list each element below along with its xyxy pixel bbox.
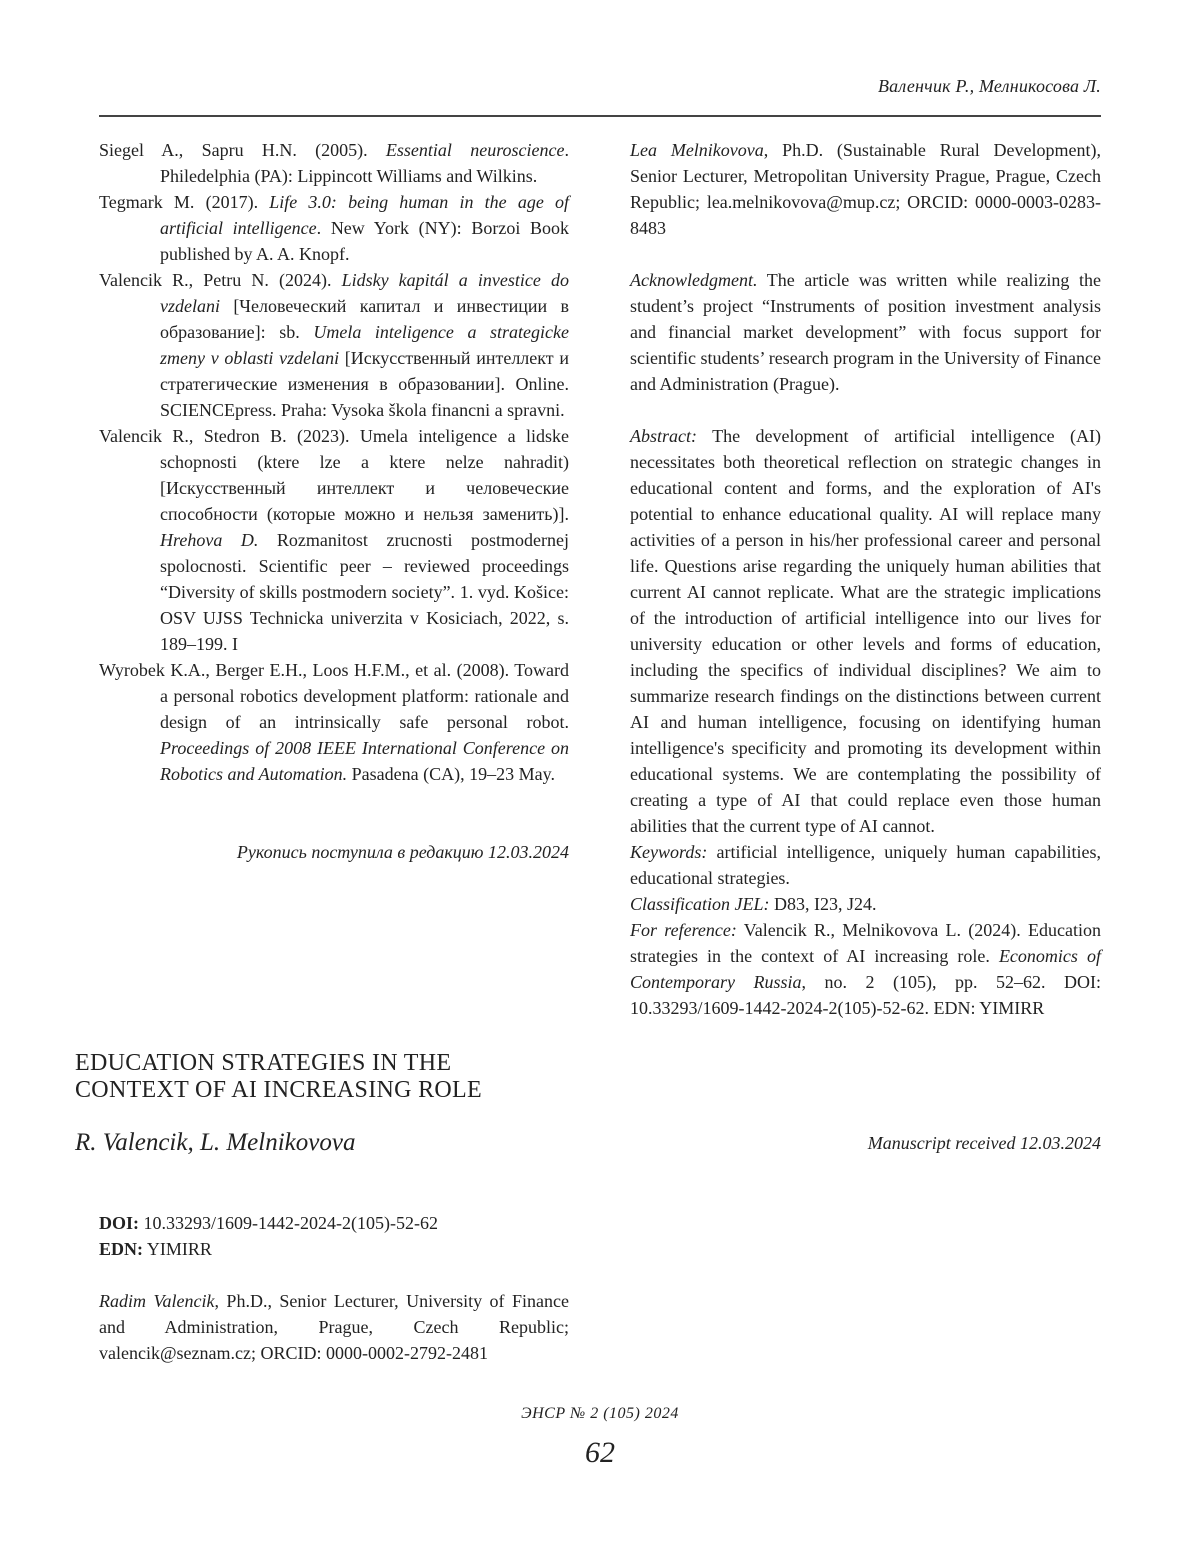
abstract: Abstract: The development of artificial intelligence (AI) necessitates both theoretical reflection on strategic changes in educational content and forms, and the exploration of AI's potential to enhance educational quality. AI will replace many activities of a person in his/her professional career and personal life. Questions arise regarding the uniquely human abilities that current AI cannot replicate. What are the strategic implications of the introduction of artificial intelligence into our lives for university education or other levels and forms of education, including the specifics of individual disciplines? We aim to summarize research findings on the distinctions between current AI and human intelligence, focusing on identifying human intelligence's specificity and promoting its development within educational systems. We are contemplating the possibility of creating a type of AI that could replace even those human abilities that the current type of AI cannot. bbox=[630, 423, 1101, 839]
reference-item: Valencik R., Petru N. (2024). Lidsky kapitál a investice do vzdelani [Человеческий капитал и инвестиции в образование]: sb. Umela inteligence a strategicke zmeny v oblasti vzdelani [Искусственный интеллект и стратегические изменения в образовании]. Online. SCIENCEpress. Praha: Vysoka škola financni a spravni. bbox=[99, 267, 569, 423]
author2-info: Lea Melnikovova, Ph.D. (Sustainable Rural Development), Senior Lecturer, Metropolitan University Prague, Prague, Czech Republic; lea.melnikovova@mup.cz; ORCID: 0000-0003-0283-8483 bbox=[630, 137, 1101, 241]
page-number: 62 bbox=[0, 1436, 1200, 1470]
jel-classification: Classification JEL: D83, I23, J24. bbox=[630, 891, 1101, 917]
edn-line: EDN: YIMIRR bbox=[99, 1236, 569, 1262]
reference-item: Valencik R., Stedron B. (2023). Umela inteligence a lidske schopnosti (ktere lze a ktere nelze nahradit) [Искусственный интеллект и человеческие способности (которые можно и нельзя заменить)]. Hrehova D. Rozmanitost zrucnosti postmodernej spolocnosti. Scientific peer – reviewed proceedings “Diversity of skills postmodern society”. 1. vyd. Košice: OSV UJSS Technicka univerzita v Kosiciach, 2022, s. 189–199. I bbox=[99, 423, 569, 657]
manuscript-received-ru: Рукопись поступила в редакцию 12.03.2024 bbox=[99, 839, 569, 865]
article-title bbox=[75, 1050, 595, 1104]
references-column bbox=[99, 137, 569, 865]
citation-reference: For reference: Valencik R., Melnikovova L. (2024). Education strategies in the context of AI increasing role. Economics of Contemporary Russia, no. 2 (105), pp. 52–62. DOI: 10.33293/1609-1442-2024-2(105)-52-62. EDN: YIMIRR bbox=[630, 917, 1101, 1021]
acknowledgment: Acknowledgment. The article was written while realizing the student’s project “Instruments of position investment analysis and financial market development” with focus support for scientific students’ research program in the University of Finance and Administration (Prague). bbox=[630, 267, 1101, 397]
author1-info: Radim Valencik, Ph.D., Senior Lecturer, University of Finance and Administration, Prague, Czech Republic; valencik@seznam.cz; ORCID: 0000-0002-2792-2481 bbox=[99, 1288, 569, 1366]
doi-line: DOI: 10.33293/1609-1442-2024-2(105)-52-62 bbox=[99, 1210, 569, 1236]
running-head: Валенчик Р., Мелникосова Л. bbox=[878, 76, 1101, 97]
identifiers bbox=[99, 1210, 569, 1262]
keywords: Keywords: artificial intelligence, uniquely human capabilities, educational strategies. bbox=[630, 839, 1101, 891]
article-title-line: EDUCATION STRATEGIES IN THE bbox=[75, 1050, 595, 1077]
article-title-line: CONTEXT OF AI INCREASING ROLE bbox=[75, 1077, 595, 1104]
article-info-column bbox=[630, 137, 1101, 1021]
footer-journal: ЭНСР № 2 (105) 2024 bbox=[0, 1405, 1200, 1423]
manuscript-received-en: Manuscript received 12.03.2024 bbox=[868, 1133, 1101, 1154]
reference-item: Wyrobek K.A., Berger E.H., Loos H.F.M., et al. (2008). Toward a personal robotics development platform: rationale and design of an intrinsically safe personal robot. Proceedings of 2008 IEEE International Conference on Robotics and Automation. Pasadena (CA), 19–23 May. bbox=[99, 657, 569, 787]
header-rule bbox=[99, 115, 1101, 117]
reference-item: Siegel A., Sapru H.N. (2005). Essential neuroscience. Philedelphia (PA): Lippincott Williams and Wilkins. bbox=[99, 137, 569, 189]
reference-item: Tegmark M. (2017). Life 3.0: being human in the age of artificial intelligence. New York (NY): Borzoi Book published by A. A. Knopf. bbox=[99, 189, 569, 267]
article-authors: R. Valencik, L. Melnikovova bbox=[75, 1129, 355, 1157]
